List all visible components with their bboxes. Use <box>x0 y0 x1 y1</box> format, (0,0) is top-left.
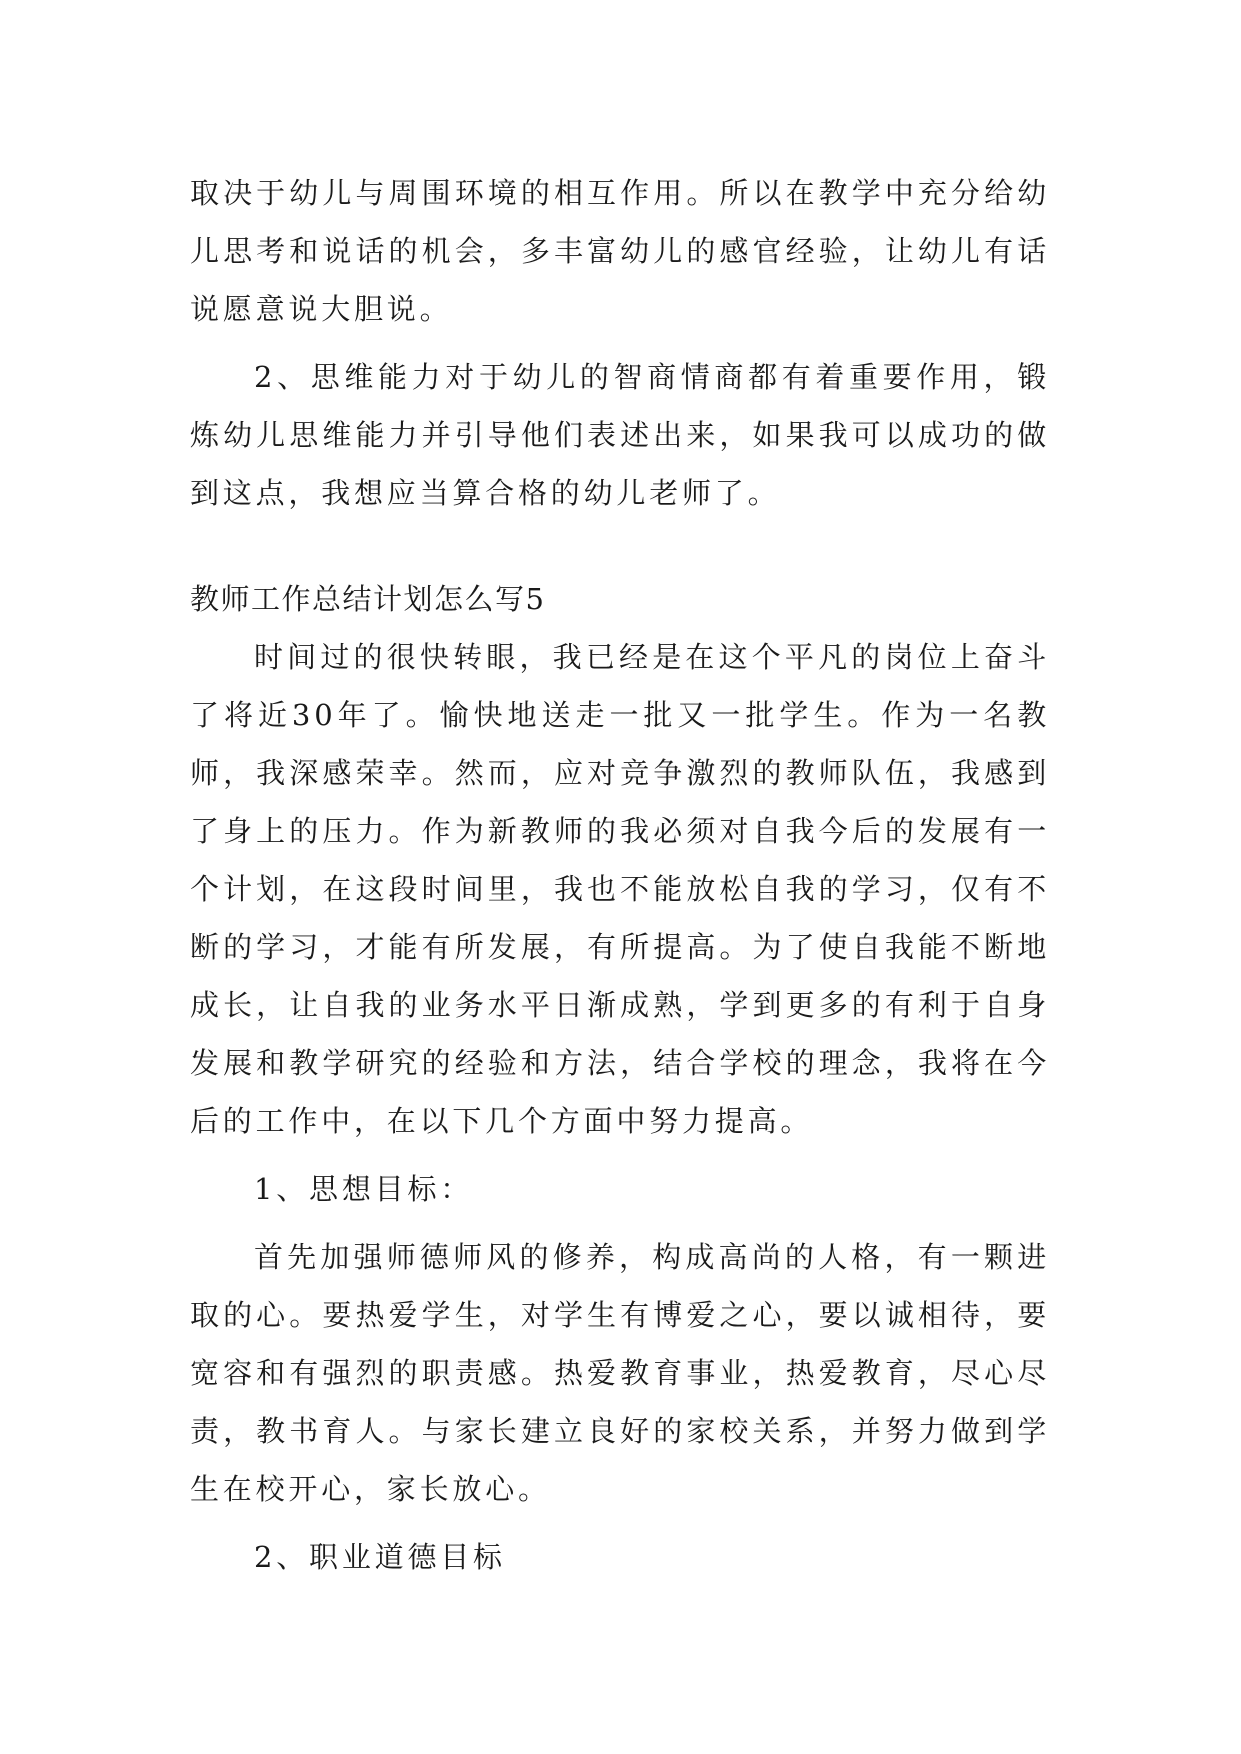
document-body <box>190 164 1050 1586</box>
section-heading: 教师工作总结计划怎么写5 <box>190 582 546 616</box>
paragraph-goal-1-title: 1、思想目标： <box>254 1172 474 1206</box>
paragraph-intro: 时间过的很快转眼，我已经是在这个平凡的岗位上奋斗了将近30年了。愉快地送走一批又一批学生。作为一名教师，我深感荣幸。然而，应对竞争激烈的教师队伍，我感到了身上的压力。作为新教师的我必须对自我今后的发展有一个计划，在这段时间里，我也不能放松自我的学习，仅有不断的学习，才能有所发展，有所提高。为了使自我能不断地成长，让自我的业务水平日渐成熟，学到更多的有利于自身发展和教学研究的经验和方法，结合学校的理念，我将在今后的工作中，在以下几个方面中努力提高。 <box>190 640 1050 1138</box>
paragraph-continuation: 取决于幼儿与周围环境的相互作用。所以在教学中充分给幼儿思考和说话的机会，多丰富幼儿的感官经验，让幼儿有话说愿意说大胆说。 <box>190 176 1050 326</box>
paragraph-goal-1-body: 首先加强师德师风的修养，构成高尚的人格，有一颗进取的心。要热爱学生，对学生有博爱之心，要以诚相待，要宽容和有强烈的职责感。热爱教育事业，热爱教育，尽心尽责，教书育人。与家长建立良好的家校关系，并努力做到学生在校开心，家长放心。 <box>190 1240 1050 1506</box>
paragraph-goal-2-title: 2、职业道德目标 <box>254 1540 506 1574</box>
paragraph-thinking-ability: 2、思维能力对于幼儿的智商情商都有着重要作用，锻炼幼儿思维能力并引导他们表述出来，如果我可以成功的做到这点，我想应当算合格的幼儿老师了。 <box>190 360 1050 510</box>
